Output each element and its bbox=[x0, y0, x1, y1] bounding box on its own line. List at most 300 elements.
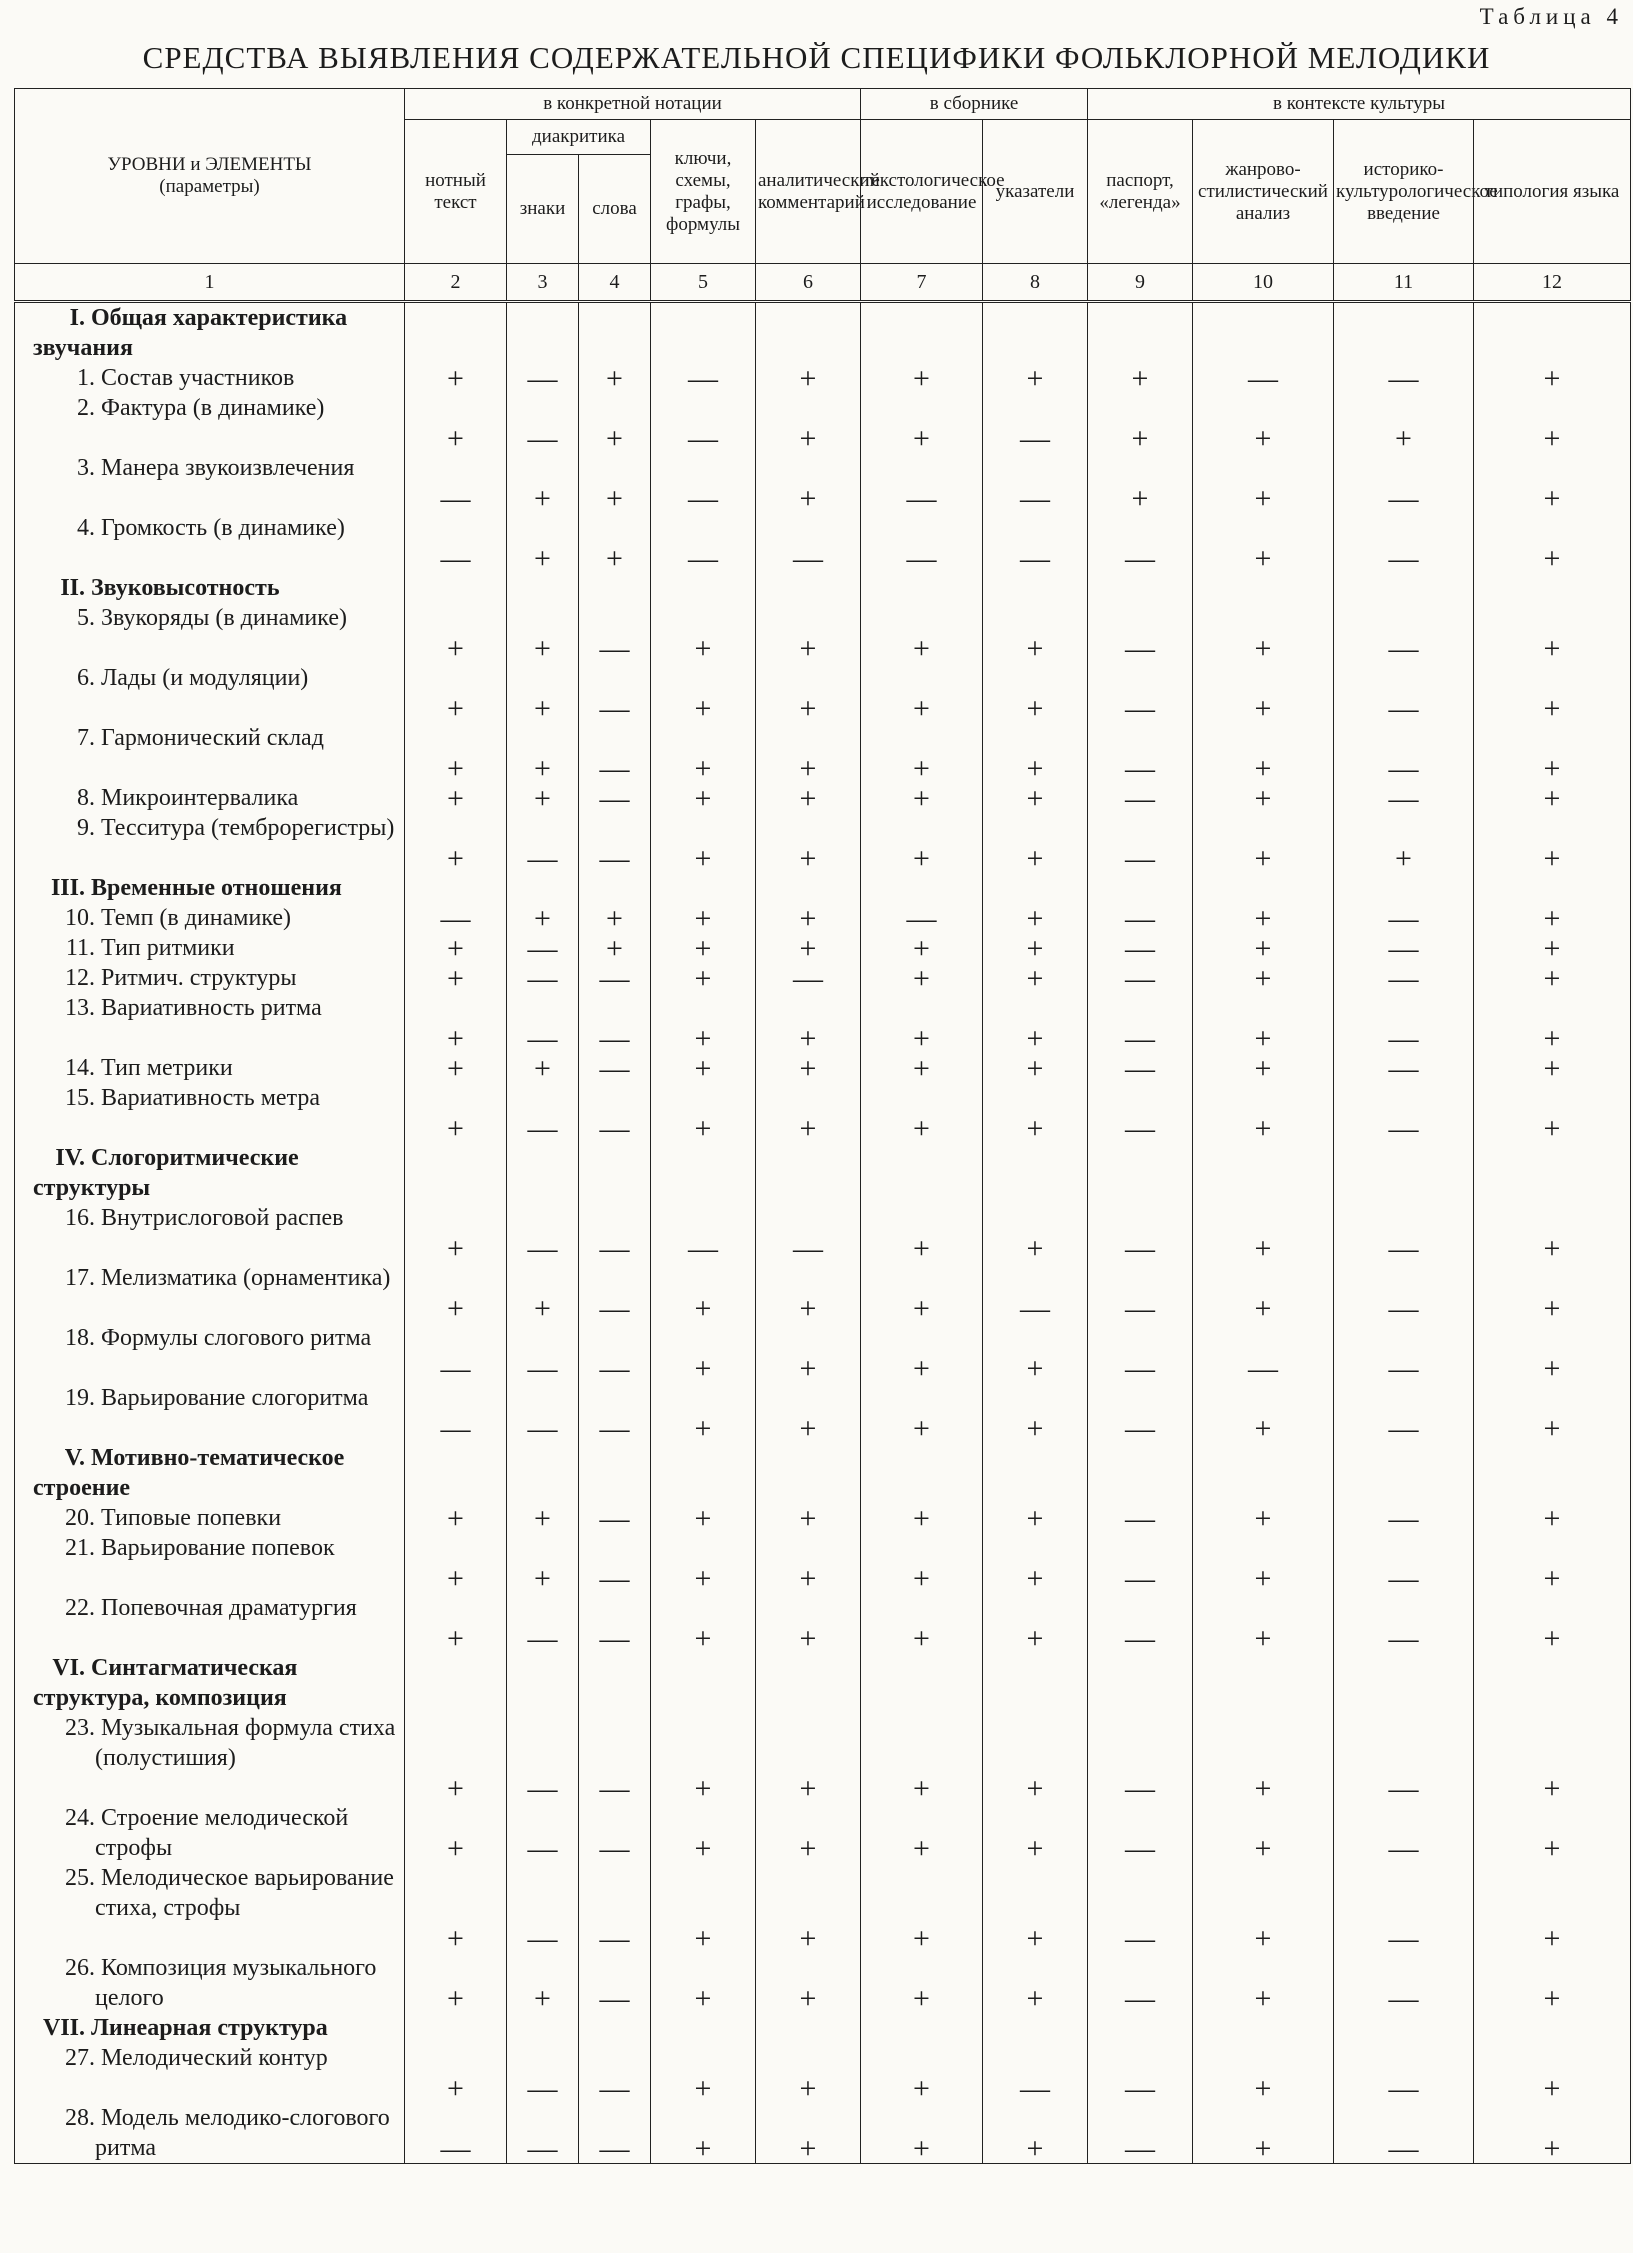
mark-cell: — bbox=[1088, 1053, 1193, 1083]
mark-cell: + bbox=[756, 1503, 861, 1533]
mark-cell: — bbox=[1088, 723, 1193, 783]
row-label bbox=[15, 1323, 405, 1383]
mark-cell: — bbox=[579, 1803, 651, 1863]
table-body bbox=[15, 302, 1631, 2164]
row-label bbox=[15, 1803, 405, 1863]
row-text: Музыкальная формула стиха (полустишия) bbox=[95, 1715, 396, 1771]
row-number: 3. bbox=[77, 455, 95, 481]
row-number: 18. bbox=[65, 1325, 95, 1351]
mark-cell bbox=[1088, 1653, 1193, 1713]
mark-cell: + bbox=[405, 663, 507, 723]
row-number: 9. bbox=[77, 815, 95, 841]
mark-cell: — bbox=[1088, 663, 1193, 723]
row-text: Мелодический контур bbox=[101, 2045, 328, 2071]
mark-cell bbox=[579, 2013, 651, 2043]
row-text: Композиция музыкального целого bbox=[95, 1955, 377, 2011]
mark-cell bbox=[1474, 1143, 1631, 1203]
row-label bbox=[15, 1593, 405, 1653]
row-number: VII. bbox=[42, 2015, 85, 2041]
data-table bbox=[14, 88, 1631, 2164]
mark-cell bbox=[983, 302, 1088, 364]
mark-cell: + bbox=[405, 1263, 507, 1323]
mark-cell bbox=[1088, 2013, 1193, 2043]
table-row bbox=[15, 1263, 1631, 1323]
mark-cell: + bbox=[861, 1323, 983, 1383]
mark-cell: + bbox=[861, 1053, 983, 1083]
section-row bbox=[15, 2013, 1631, 2043]
mark-cell bbox=[1474, 2013, 1631, 2043]
mark-cell bbox=[405, 573, 507, 603]
mark-cell: — bbox=[405, 1383, 507, 1443]
mark-cell bbox=[1334, 573, 1474, 603]
mark-cell bbox=[1088, 1143, 1193, 1203]
mark-cell bbox=[1474, 573, 1631, 603]
row-number: 10. bbox=[65, 905, 95, 931]
row-number: 5. bbox=[77, 605, 95, 631]
mark-cell bbox=[1193, 1143, 1334, 1203]
col-indexes: указатели bbox=[983, 120, 1088, 264]
table-row bbox=[15, 363, 1631, 393]
mark-cell: + bbox=[579, 393, 651, 453]
mark-cell: + bbox=[651, 783, 756, 813]
mark-cell: + bbox=[1474, 1713, 1631, 1803]
col-diacritics: диакритика bbox=[507, 120, 651, 155]
section-title: Мотивно-тематическое строение bbox=[33, 1445, 345, 1501]
mark-cell: + bbox=[1334, 813, 1474, 873]
mark-cell: + bbox=[405, 813, 507, 873]
mark-cell: — bbox=[1334, 2043, 1474, 2103]
mark-cell: + bbox=[579, 903, 651, 933]
row-number: 24. bbox=[65, 1805, 95, 1831]
row-label bbox=[15, 393, 405, 453]
mark-cell: + bbox=[651, 1323, 756, 1383]
mark-cell: — bbox=[579, 1083, 651, 1143]
col-passport: паспорт, «легенда» bbox=[1088, 120, 1193, 264]
mark-cell: + bbox=[1474, 963, 1631, 993]
mark-cell: + bbox=[405, 1713, 507, 1803]
mark-cell: + bbox=[1193, 1803, 1334, 1863]
mark-cell: — bbox=[579, 2103, 651, 2164]
mark-cell: + bbox=[1474, 513, 1631, 573]
mark-cell bbox=[1088, 302, 1193, 364]
mark-cell: + bbox=[861, 1953, 983, 2013]
mark-cell: — bbox=[579, 1203, 651, 1263]
mark-cell: + bbox=[1193, 1053, 1334, 1083]
mark-cell: + bbox=[1193, 453, 1334, 513]
mark-cell bbox=[507, 302, 579, 364]
mark-cell: — bbox=[1088, 1083, 1193, 1143]
mark-cell: + bbox=[861, 1203, 983, 1263]
mark-cell: + bbox=[861, 1533, 983, 1593]
mark-cell bbox=[756, 573, 861, 603]
mark-cell bbox=[983, 873, 1088, 903]
mark-cell: + bbox=[983, 1323, 1088, 1383]
col-number: 6 bbox=[756, 264, 861, 302]
mark-cell: + bbox=[1474, 1593, 1631, 1653]
mark-cell: + bbox=[1193, 1503, 1334, 1533]
col-words: слова bbox=[579, 155, 651, 264]
mark-cell: — bbox=[1334, 363, 1474, 393]
mark-cell: + bbox=[861, 723, 983, 783]
row-number: 19. bbox=[65, 1385, 95, 1411]
row-text: Состав участников bbox=[101, 365, 295, 391]
mark-cell: — bbox=[579, 783, 651, 813]
row-text: Вариативность ритма bbox=[101, 995, 322, 1021]
mark-cell: + bbox=[651, 1383, 756, 1443]
mark-cell: + bbox=[756, 393, 861, 453]
section-title: Линеарная структура bbox=[91, 2015, 328, 2041]
table-row bbox=[15, 603, 1631, 663]
mark-cell: + bbox=[1474, 2043, 1631, 2103]
row-number: 28. bbox=[65, 2105, 95, 2131]
mark-cell: — bbox=[507, 1863, 579, 1953]
row-number: 16. bbox=[65, 1205, 95, 1231]
row-label bbox=[15, 813, 405, 873]
row-label bbox=[15, 1383, 405, 1443]
mark-cell: + bbox=[1193, 813, 1334, 873]
mark-cell bbox=[756, 1143, 861, 1203]
mark-cell: — bbox=[756, 963, 861, 993]
mark-cell: + bbox=[1088, 453, 1193, 513]
mark-cell: — bbox=[579, 1533, 651, 1593]
mark-cell bbox=[983, 1143, 1088, 1203]
mark-cell: + bbox=[1474, 723, 1631, 783]
mark-cell bbox=[861, 302, 983, 364]
mark-cell: + bbox=[861, 1383, 983, 1443]
mark-cell: + bbox=[861, 933, 983, 963]
row-number: 12. bbox=[65, 965, 95, 991]
mark-cell bbox=[861, 873, 983, 903]
row-text: Микроинтервалика bbox=[101, 785, 299, 811]
mark-cell: + bbox=[756, 1533, 861, 1593]
col-history: историко-культурологическое введение bbox=[1334, 120, 1474, 264]
mark-cell bbox=[1193, 873, 1334, 903]
mark-cell bbox=[1474, 873, 1631, 903]
mark-cell bbox=[1088, 1443, 1193, 1503]
mark-cell bbox=[756, 1653, 861, 1713]
mark-cell bbox=[405, 1143, 507, 1203]
section-row bbox=[15, 1443, 1631, 1503]
mark-cell bbox=[579, 302, 651, 364]
table-row bbox=[15, 1383, 1631, 1443]
mark-cell: — bbox=[579, 1863, 651, 1953]
col-number: 7 bbox=[861, 264, 983, 302]
row-text: Звукоряды (в динамике) bbox=[101, 605, 347, 631]
row-number: 4. bbox=[77, 515, 95, 541]
col-comment: аналитический комментарий bbox=[756, 120, 861, 264]
mark-cell: — bbox=[1334, 1533, 1474, 1593]
row-number: 17. bbox=[65, 1265, 95, 1291]
mark-cell bbox=[507, 873, 579, 903]
mark-cell bbox=[651, 302, 756, 364]
col-signs: знаки bbox=[507, 155, 579, 264]
mark-cell: — bbox=[1193, 1323, 1334, 1383]
mark-cell bbox=[1088, 573, 1193, 603]
mark-cell: — bbox=[1334, 513, 1474, 573]
mark-cell: — bbox=[1334, 453, 1474, 513]
mark-cell: — bbox=[1334, 963, 1474, 993]
mark-cell: + bbox=[756, 1713, 861, 1803]
col-notes: нотный текст bbox=[405, 120, 507, 264]
mark-cell: — bbox=[579, 1503, 651, 1533]
mark-cell: + bbox=[1088, 363, 1193, 393]
table-row bbox=[15, 1713, 1631, 1803]
mark-cell: + bbox=[861, 1713, 983, 1803]
mark-cell: + bbox=[1193, 1713, 1334, 1803]
mark-cell bbox=[756, 302, 861, 364]
mark-cell: + bbox=[983, 663, 1088, 723]
row-text: Гармонический склад bbox=[101, 725, 324, 751]
mark-cell: + bbox=[1474, 1203, 1631, 1263]
mark-cell bbox=[861, 1443, 983, 1503]
row-number: IV. bbox=[55, 1145, 85, 1171]
mark-cell: — bbox=[1334, 1383, 1474, 1443]
table-row bbox=[15, 1053, 1631, 1083]
mark-cell bbox=[651, 1653, 756, 1713]
mark-cell: + bbox=[1474, 363, 1631, 393]
mark-cell: + bbox=[756, 783, 861, 813]
row-label bbox=[15, 1053, 405, 1083]
mark-cell: + bbox=[756, 993, 861, 1053]
table-row bbox=[15, 783, 1631, 813]
mark-cell bbox=[1334, 302, 1474, 364]
mark-cell: + bbox=[507, 783, 579, 813]
row-label bbox=[15, 963, 405, 993]
mark-cell: — bbox=[1334, 1503, 1474, 1533]
mark-cell: + bbox=[1193, 963, 1334, 993]
row-number: 25. bbox=[65, 1865, 95, 1891]
mark-cell: — bbox=[1334, 1593, 1474, 1653]
mark-cell: + bbox=[861, 663, 983, 723]
mark-cell: — bbox=[1088, 1803, 1193, 1863]
mark-cell: — bbox=[579, 1953, 651, 2013]
mark-cell: + bbox=[405, 1863, 507, 1953]
row-label bbox=[15, 783, 405, 813]
mark-cell: — bbox=[507, 933, 579, 963]
row-text: Ритмич. структуры bbox=[101, 965, 297, 991]
mark-cell: + bbox=[983, 813, 1088, 873]
row-text: Темп (в динамике) bbox=[101, 905, 292, 931]
mark-cell: — bbox=[507, 1203, 579, 1263]
mark-cell: + bbox=[1474, 453, 1631, 513]
mark-cell: + bbox=[1193, 393, 1334, 453]
mark-cell bbox=[651, 873, 756, 903]
mark-cell bbox=[983, 1653, 1088, 1713]
mark-cell: + bbox=[1193, 993, 1334, 1053]
mark-cell bbox=[1193, 302, 1334, 364]
mark-cell: + bbox=[983, 993, 1088, 1053]
mark-cell: + bbox=[651, 1503, 756, 1533]
mark-cell: — bbox=[579, 663, 651, 723]
col-number: 8 bbox=[983, 264, 1088, 302]
mark-cell: + bbox=[756, 903, 861, 933]
mark-cell: + bbox=[983, 1203, 1088, 1263]
mark-cell: + bbox=[405, 1083, 507, 1143]
mark-cell: — bbox=[579, 603, 651, 663]
mark-cell: — bbox=[861, 903, 983, 933]
levels-header-label: УРОВНИ и ЭЛЕМЕНТЫ bbox=[107, 154, 312, 175]
mark-cell: + bbox=[579, 453, 651, 513]
mark-cell: + bbox=[405, 1203, 507, 1263]
mark-cell bbox=[1334, 1653, 1474, 1713]
row-number: 23. bbox=[65, 1715, 95, 1741]
mark-cell: + bbox=[1193, 1593, 1334, 1653]
mark-cell: + bbox=[983, 903, 1088, 933]
mark-cell: — bbox=[1088, 603, 1193, 663]
mark-cell: — bbox=[405, 903, 507, 933]
mark-cell: + bbox=[651, 1713, 756, 1803]
mark-cell: + bbox=[756, 2103, 861, 2164]
mark-cell: + bbox=[405, 963, 507, 993]
mark-cell: — bbox=[983, 453, 1088, 513]
mark-cell: + bbox=[1474, 993, 1631, 1053]
mark-cell: + bbox=[861, 783, 983, 813]
row-text: Мелизматика (орнаментика) bbox=[101, 1265, 391, 1291]
table-row bbox=[15, 723, 1631, 783]
mark-cell: + bbox=[651, 993, 756, 1053]
row-text: Внутрислоговой распев bbox=[101, 1205, 344, 1231]
col-number: 3 bbox=[507, 264, 579, 302]
col-number: 5 bbox=[651, 264, 756, 302]
mark-cell: + bbox=[861, 393, 983, 453]
mark-cell: + bbox=[756, 723, 861, 783]
mark-cell: + bbox=[756, 1803, 861, 1863]
row-number: 27. bbox=[65, 2045, 95, 2071]
col-number: 1 bbox=[15, 264, 405, 302]
mark-cell: + bbox=[1193, 603, 1334, 663]
mark-cell bbox=[861, 1143, 983, 1203]
mark-cell bbox=[1193, 1653, 1334, 1713]
mark-cell: — bbox=[1334, 603, 1474, 663]
mark-cell: + bbox=[756, 1083, 861, 1143]
mark-cell: + bbox=[1474, 603, 1631, 663]
table-row bbox=[15, 663, 1631, 723]
mark-cell: + bbox=[756, 663, 861, 723]
levels-header bbox=[15, 89, 405, 264]
mark-cell: + bbox=[507, 663, 579, 723]
row-number: 2. bbox=[77, 395, 95, 421]
mark-cell: + bbox=[405, 1533, 507, 1593]
mark-cell: + bbox=[1193, 513, 1334, 573]
mark-cell: + bbox=[1474, 1053, 1631, 1083]
mark-cell: + bbox=[861, 1503, 983, 1533]
row-text: Фактура (в динамике) bbox=[101, 395, 325, 421]
mark-cell: + bbox=[1193, 2103, 1334, 2164]
row-text: Варьирование слогоритма bbox=[101, 1385, 369, 1411]
table-row bbox=[15, 1323, 1631, 1383]
mark-cell: — bbox=[1088, 2043, 1193, 2103]
table-row bbox=[15, 513, 1631, 573]
mark-cell: + bbox=[651, 603, 756, 663]
row-label bbox=[15, 1653, 405, 1713]
mark-cell: + bbox=[1474, 1323, 1631, 1383]
mark-cell: + bbox=[405, 1593, 507, 1653]
mark-cell: + bbox=[1474, 2103, 1631, 2164]
mark-cell: — bbox=[579, 963, 651, 993]
row-label bbox=[15, 663, 405, 723]
mark-cell: + bbox=[651, 1593, 756, 1653]
row-label bbox=[15, 513, 405, 573]
row-number: VI. bbox=[52, 1655, 85, 1681]
mark-cell: + bbox=[861, 1863, 983, 1953]
row-label bbox=[15, 2013, 405, 2043]
mark-cell: + bbox=[507, 513, 579, 573]
mark-cell: + bbox=[651, 1953, 756, 2013]
mark-cell: + bbox=[983, 363, 1088, 393]
mark-cell: — bbox=[861, 513, 983, 573]
mark-cell: + bbox=[756, 1263, 861, 1323]
mark-cell bbox=[507, 1653, 579, 1713]
mark-cell: + bbox=[405, 783, 507, 813]
row-number: 21. bbox=[65, 1535, 95, 1561]
group-culture: в контексте культуры bbox=[1088, 89, 1631, 120]
mark-cell: + bbox=[983, 1713, 1088, 1803]
mark-cell: + bbox=[405, 603, 507, 663]
mark-cell bbox=[507, 2013, 579, 2043]
mark-cell bbox=[579, 1143, 651, 1203]
mark-cell: + bbox=[651, 1533, 756, 1593]
mark-cell: — bbox=[507, 1323, 579, 1383]
mark-cell bbox=[1334, 2013, 1474, 2043]
row-number: 14. bbox=[65, 1055, 95, 1081]
row-label bbox=[15, 1503, 405, 1533]
row-label bbox=[15, 1863, 405, 1953]
mark-cell: — bbox=[579, 813, 651, 873]
row-label bbox=[15, 2043, 405, 2103]
row-number: III. bbox=[50, 875, 85, 901]
mark-cell bbox=[1334, 1443, 1474, 1503]
mark-cell: + bbox=[756, 363, 861, 393]
mark-cell: + bbox=[651, 2103, 756, 2164]
mark-cell: — bbox=[1334, 1713, 1474, 1803]
mark-cell: — bbox=[1088, 1593, 1193, 1653]
mark-cell: + bbox=[651, 933, 756, 963]
mark-cell: + bbox=[507, 723, 579, 783]
mark-cell: + bbox=[507, 453, 579, 513]
row-text: Тесситура (темброрегистры) bbox=[101, 815, 395, 841]
row-number: 1. bbox=[77, 365, 95, 391]
mark-cell: — bbox=[983, 393, 1088, 453]
row-text: Вариативность метра bbox=[101, 1085, 320, 1111]
row-label bbox=[15, 573, 405, 603]
mark-cell: + bbox=[405, 2043, 507, 2103]
mark-cell: + bbox=[861, 813, 983, 873]
mark-cell: — bbox=[507, 1083, 579, 1143]
mark-cell bbox=[983, 573, 1088, 603]
mark-cell: + bbox=[1474, 1863, 1631, 1953]
row-text: Тип ритмики bbox=[101, 935, 235, 961]
mark-cell: + bbox=[983, 933, 1088, 963]
mark-cell: — bbox=[1334, 1053, 1474, 1083]
row-label bbox=[15, 723, 405, 783]
mark-cell: + bbox=[1474, 393, 1631, 453]
col-number: 2 bbox=[405, 264, 507, 302]
mark-cell: — bbox=[1088, 813, 1193, 873]
mark-cell: + bbox=[756, 933, 861, 963]
row-number: 7. bbox=[77, 725, 95, 751]
row-number: 6. bbox=[77, 665, 95, 691]
mark-cell bbox=[651, 573, 756, 603]
row-label bbox=[15, 302, 405, 364]
mark-cell: + bbox=[983, 1863, 1088, 1953]
mark-cell: + bbox=[983, 1533, 1088, 1593]
row-label bbox=[15, 1203, 405, 1263]
table-row bbox=[15, 1593, 1631, 1653]
row-label bbox=[15, 2103, 405, 2164]
mark-cell bbox=[1193, 1443, 1334, 1503]
col-textual: текстологическое исследование bbox=[861, 120, 983, 264]
mark-cell: — bbox=[1088, 1713, 1193, 1803]
